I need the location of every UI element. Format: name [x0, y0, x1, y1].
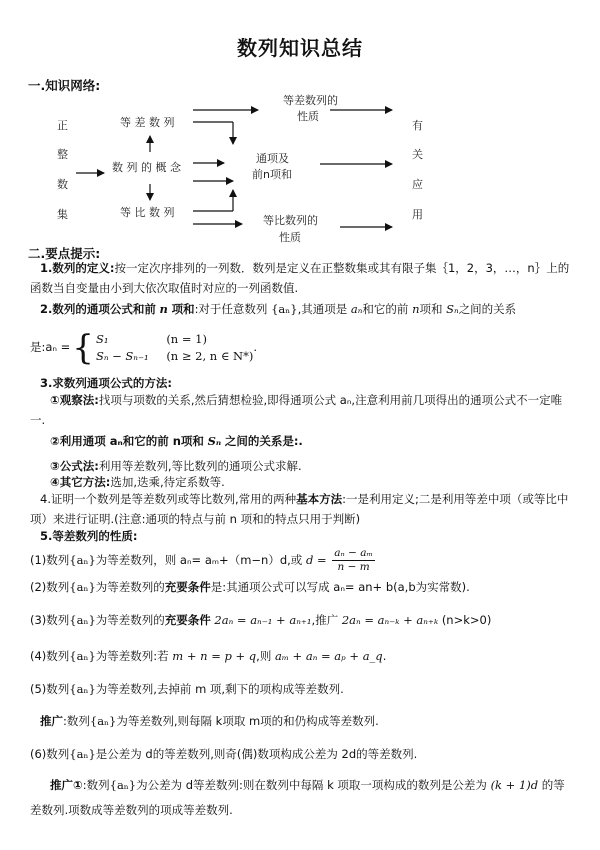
tui-1-seq: {aₙ}	[89, 714, 117, 728]
tui-1-text-a: :数列	[63, 714, 90, 728]
prop-6-text-b: 是公差为 d的等差数列,则奇(偶)数项构成公差为 2d的等差数列.	[95, 747, 418, 761]
node-general-term-l1: 通项及	[256, 152, 289, 165]
prop-1-seq: {aₙ}	[69, 553, 96, 567]
point-2-text-b: ,其通项是	[297, 302, 348, 316]
tui-2-seq: {aₙ}	[109, 778, 137, 792]
formula-case1-cond: (n = 1)	[166, 331, 207, 346]
prop-5-text-b: 为等差数列,去掉前 m 项,剩下的项构成等差数列.	[95, 682, 344, 696]
prop-4-seq: {aₙ}	[69, 649, 96, 663]
method-1-label: ①观察法:	[50, 393, 99, 407]
node-arith-properties-l1: 等差数列的	[283, 94, 338, 107]
point-3-title: 3.求数列通项公式的方法:	[40, 376, 172, 390]
method-2-relation	[30, 429, 574, 453]
method-2-label: ②利用通项 aₙ和它的前 n项和	[50, 434, 204, 448]
knowledge-network-diagram	[0, 80, 600, 245]
method-1-observation	[30, 390, 574, 430]
prop-1-numerator: aₙ − aₘ	[334, 547, 373, 559]
formula-an-conditions	[166, 331, 253, 365]
node-geo-properties-l2: 性质	[279, 231, 301, 244]
prop-4-text-a: (4)数列	[30, 649, 70, 663]
prop-3-seq: {aₙ}	[69, 613, 96, 627]
point-2-n: n	[412, 302, 420, 316]
prop-3-bold: 充要条件	[164, 613, 211, 627]
point-2-text-a: :对于任意数列	[194, 302, 268, 316]
point-2-Sn: Sₙ	[446, 302, 459, 316]
property-1	[30, 545, 574, 575]
tui-1-label: 推广	[40, 714, 63, 728]
right-column-labels	[412, 119, 423, 221]
property-3	[30, 608, 574, 632]
brace-icon: {	[72, 327, 94, 368]
point-2-label: 2.数列的通项公式和前	[40, 302, 156, 316]
formula-an-values	[96, 331, 149, 365]
page-title: 数列知识总结	[237, 36, 363, 60]
formula-case2-cond: (n ≥ 2, n ∈ N*)	[166, 348, 254, 363]
node-general-term-l2: 前n项和	[252, 168, 292, 181]
point-2-text-d: 项和	[419, 302, 443, 316]
method-1-text: 找项与项数的关系,然后猜想检验,即得通项公式 aₙ,注意利用前几项得出的通项公式不一定唯一.	[30, 393, 563, 427]
property-6	[30, 742, 574, 766]
formula-an-piecewise	[30, 327, 574, 367]
prop-3-f2: 2aₙ = aₙ₋ₖ + aₙ₊ₖ	[341, 613, 439, 627]
node-arith-properties-l2: 性质	[297, 110, 319, 123]
tui-1-text-b: 为等差数列,则每隔 k项取 m项的和仍构成等差数列.	[116, 714, 379, 728]
point-1-text: 按一定次序排列的一列数．数列是定义在正整数集或其有限子集｛1，2，3，…，n｝上的函数当自变量由小到大依次取值时对应的一列函数值.	[30, 261, 570, 295]
left-column-labels	[57, 119, 68, 221]
node-geometric-sequence: 等 比 数 列	[120, 206, 175, 219]
property-4	[30, 644, 574, 668]
point-1-definition	[30, 258, 574, 298]
prop-4-text-b: 为等差数列:若	[95, 649, 169, 663]
prop-4-text-c: ,则	[256, 649, 272, 663]
prop-5-text-a: (5)数列	[30, 682, 70, 696]
tui-2-label: 推广①	[50, 778, 83, 792]
left-label-shu: 数	[57, 178, 68, 191]
prop-3-text-c: ,推广	[311, 613, 339, 627]
point-2-text-c: 和它的前	[362, 302, 409, 316]
right-label-ying: 应	[412, 178, 423, 191]
method-3-text: 利用等差数列,等比数列的通项公式求解.	[98, 459, 302, 473]
prop-2-text-a: (2)数列	[30, 580, 70, 594]
point-2-seq: {aₙ}	[271, 302, 298, 316]
prop-2-text-c: 是:其通项公式可以写成 aₙ= an+ b(a,b为实常数).	[210, 580, 470, 594]
node-arithmetic-sequence: 等 差 数 列	[120, 116, 175, 129]
tui-2-f: (k + 1)d	[490, 778, 539, 792]
property-2	[30, 575, 574, 599]
node-sequence-concept: 数 列 的 概 念	[112, 161, 181, 174]
point-5-title: 5.等差数列的性质:	[40, 529, 138, 543]
prop-1-fraction	[332, 547, 375, 574]
method-4-text: 选加,迭乘,待定系数等.	[110, 475, 225, 489]
formula-an-tail: .	[253, 340, 257, 354]
method-2-Sn: Sₙ	[207, 434, 222, 448]
right-label-guan: 关	[412, 148, 423, 161]
prop-6-text-a: (6)数列	[30, 747, 70, 761]
point-2-label-n: n	[159, 302, 168, 316]
prop-4-f1: m + n = p + q	[172, 649, 257, 663]
tui-2-text-c: 的等差数列.项数成等差数列的项成等差数列.	[30, 778, 565, 817]
prop-2-bold: 充要条件	[164, 580, 211, 594]
prop-5-seq: {aₙ}	[69, 682, 96, 696]
point-4-bold: 基本方法	[296, 492, 343, 506]
left-label-zheng: 正	[57, 119, 68, 132]
point-2-general-term	[30, 297, 574, 321]
prop-4-f2: aₘ + aₙ = aₚ + a_q	[274, 649, 383, 663]
node-geo-properties-l1: 等比数列的	[263, 214, 318, 227]
prop-3-text-d: (n>k>0)	[441, 613, 492, 627]
formula-case2-val: Sₙ − Sₙ₋₁	[95, 348, 149, 363]
tui-2-text-b: 为公差为 d等差数列:则在数列中每隔 k 项取一项构成的数列是公差为	[136, 778, 487, 792]
point-4-text-a: 4.证明一个数列是等差数列或等比数列,常用的两种	[40, 492, 297, 506]
prop-6-seq: {aₙ}	[69, 747, 96, 761]
section-heading-key-points: 二.要点提示:	[28, 246, 101, 261]
prop-4-text-d: .	[382, 649, 387, 663]
point-4-text-b: :一是利用定义;二是利用等差中项（或等比中项）来进行证明.(注意:通项的特点与前 n 项和的特点只用于判断)	[30, 492, 569, 526]
point-2-label-end: 项和	[171, 302, 195, 316]
formula-case1-val: S₁	[95, 331, 109, 346]
left-label-zheng2: 整	[57, 148, 68, 161]
prop-1-d: d =	[305, 553, 327, 567]
prop-3-f1: 2aₙ = aₙ₋₁ + aₙ₊₁	[214, 613, 312, 627]
prop-1-text-b: 为等差数列，则 aₙ= aₘ+（m−n）d,或	[95, 553, 303, 567]
formula-an-lhs: 是:aₙ =	[30, 340, 71, 354]
point-2-an: aₙ	[350, 302, 363, 316]
prop-2-text-b: 为等差数列的	[95, 580, 165, 594]
prop-2-seq: {aₙ}	[69, 580, 96, 594]
right-label-you: 有	[412, 119, 423, 132]
method-2-end: 之间的关系是:.	[224, 434, 303, 448]
point-1-label: 1.数列的定义:	[40, 261, 115, 275]
section-heading-network: 一.知识网络:	[28, 78, 101, 93]
method-3-label: ③公式法:	[50, 459, 99, 473]
property-5	[30, 677, 574, 701]
right-label-yong: 用	[412, 208, 423, 221]
prop-1-denominator: n − m	[337, 561, 370, 573]
prop-3-text-b: 为等差数列的	[95, 613, 165, 627]
point-4-proof-methods	[30, 489, 574, 529]
generalization-2	[30, 773, 574, 823]
prop-3-text-a: (3)数列	[30, 613, 70, 627]
left-label-ji: 集	[57, 208, 68, 221]
generalization-1	[30, 709, 574, 733]
tui-2-text-a: :数列	[82, 778, 110, 792]
method-4-label: ④其它方法:	[50, 475, 111, 489]
prop-1-text-a: (1)数列	[30, 553, 70, 567]
point-2-text-e: 之间的关系	[458, 302, 517, 316]
